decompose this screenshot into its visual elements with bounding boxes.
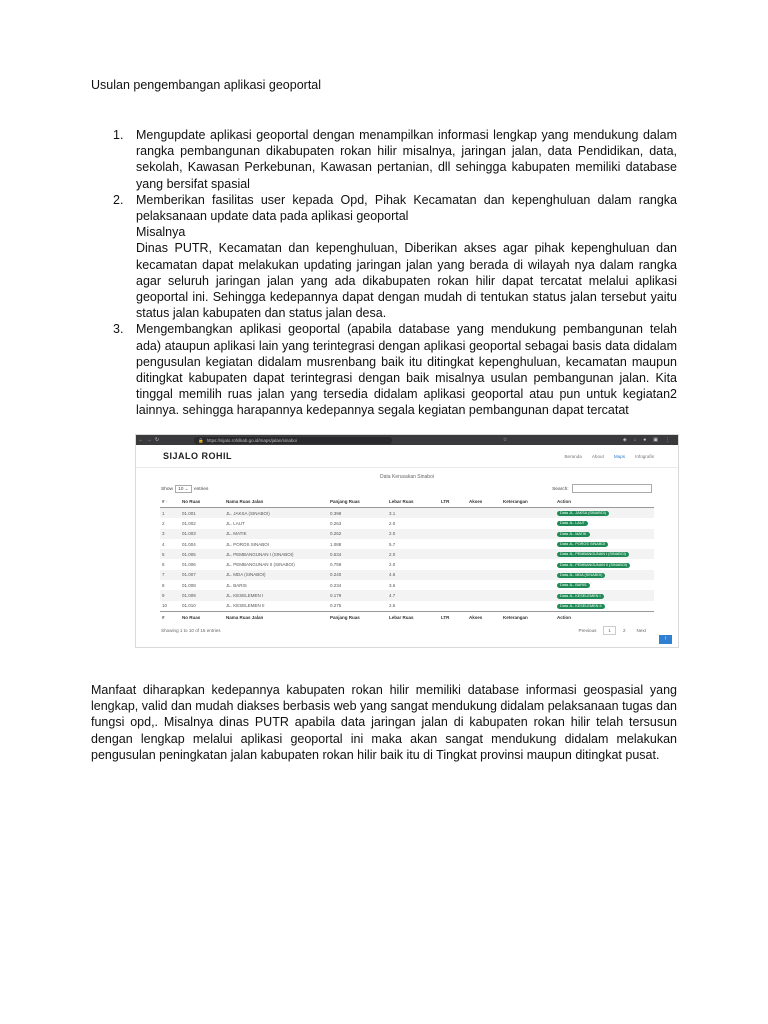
cell-ltr: [439, 590, 467, 600]
column-footer: Keterangan: [501, 611, 555, 623]
cell-row-number: 1: [160, 508, 180, 519]
column-footer: Nama Ruas Jalan: [224, 611, 328, 623]
data-action-badge: Data JL. MDA (SINABOI): [557, 573, 605, 578]
data-action-badge: Data JL. PEMBANGUNAN I (SINABOI): [557, 552, 629, 557]
list-number: 3.: [113, 322, 124, 337]
cell-no-ruas: 01.009: [180, 590, 224, 600]
cell-nama-ruas: JL. POROS SINABOI: [226, 541, 270, 547]
entries-control: [161, 485, 208, 493]
cell-no-ruas: 01.006: [182, 562, 196, 568]
cell-panjang-ruas: 0.240: [328, 570, 387, 580]
cell-nama-ruas: JL. KESELEMEN I: [224, 590, 328, 600]
nav-item-about: About: [591, 453, 604, 459]
shield-icon: ◈: [622, 437, 627, 443]
cell-lebar-ruas: 3.1: [387, 508, 439, 519]
back-to-top-icon: ↑: [659, 635, 672, 644]
cell-panjang-ruas: 0.263: [330, 520, 342, 526]
cell-nama-ruas: JL. MATIK: [224, 529, 328, 539]
table-row: [160, 549, 654, 559]
cell-akses: [467, 549, 501, 559]
column-footer: Akses: [467, 611, 501, 623]
menu-icon: ⋮: [665, 437, 670, 443]
column-footer: Lebar Ruas: [387, 611, 439, 623]
cell-ltr: [439, 559, 467, 569]
cell-akses: [467, 590, 501, 600]
cell-keterangan: [501, 549, 555, 559]
data-action-badge: Data JL. JAKSA (SINABOI): [557, 511, 609, 516]
cell-nama-ruas: JL. MDA (SINABOI): [224, 570, 328, 580]
cell-panjang-ruas: 0.275: [330, 603, 342, 609]
cell-keterangan: [501, 590, 555, 600]
data-table: [160, 496, 654, 623]
cell-no-ruas: 01.005: [180, 549, 224, 559]
table-header-row: [160, 496, 654, 508]
search-label: Search:: [552, 486, 569, 492]
cell-no-ruas: 01.010: [182, 603, 196, 609]
cell-lebar-ruas: 3.6: [389, 582, 396, 588]
cell-lebar-ruas: 4.7: [387, 590, 439, 600]
document-title: Usulan pengembangan aplikasi geoportal: [91, 78, 322, 92]
column-footer: LTR: [439, 611, 467, 623]
column-footer: No Ruas: [180, 611, 224, 623]
cell-akses: [467, 570, 501, 580]
cell-action: [555, 518, 654, 528]
cell-action: [555, 559, 654, 569]
cell-lebar-ruas: 2.5: [389, 603, 396, 609]
cell-akses: [467, 529, 501, 539]
show-label: Show: [161, 486, 173, 492]
cell-ltr: [439, 508, 467, 519]
column-header: Lebar Ruas: [387, 496, 439, 508]
table-row: [160, 529, 654, 539]
entries-label: entries: [193, 486, 209, 492]
cell-action: [555, 539, 654, 549]
cell-ltr: [439, 549, 467, 559]
cell-lebar-ruas: 2.0: [389, 562, 396, 568]
app-header: [136, 445, 678, 468]
nav-item-beranda: Beranda: [564, 453, 582, 459]
cell-keterangan: [501, 539, 555, 549]
cell-lebar-ruas: 2.0: [387, 529, 439, 539]
proposal-list: [91, 127, 677, 419]
cell-akses: [467, 518, 501, 528]
column-header: Action: [555, 496, 654, 508]
list-number: 2.: [113, 192, 124, 207]
list-item: [91, 127, 677, 192]
table-row: [160, 580, 654, 590]
cell-ltr: [439, 580, 467, 590]
bookmark-star-icon: ☆: [502, 437, 508, 443]
closing-paragraph: Manfaat diharapkan kedepannya kabupaten rokan hilir memiliki database informasi geospasial yang lengkap, valid dan mudah diakses berbasis web yang sangat mendukung didalam pelaksanaan tugas dan fungsi opd,. Misalnya dinas PUTR apabila data jaringan jalan di kabupaten rokan hilir telah tersusun dengan lengkap melalui aplikasi geoportal ini maka akan sangat mendukung didalam melakukan pengusulan peningkatan jalan kabupaten rokan hilir baik itu di Tingkat provinsi maupun ditingkat pusat.: [91, 683, 677, 762]
cell-no-ruas: 01.007: [180, 570, 224, 580]
lock-icon: 🔒: [198, 437, 204, 443]
data-action-badge: Data JL. KESELEMEN I: [557, 594, 604, 599]
cell-panjang-ruas: 1.088: [330, 541, 342, 547]
cell-action: [555, 549, 654, 559]
table-footer: [136, 626, 678, 635]
cell-keterangan: [501, 559, 555, 569]
reload-icon: ↻: [154, 437, 160, 443]
cell-action: [555, 590, 654, 600]
cell-no-ruas: 01.001: [180, 508, 224, 519]
data-action-badge: Data JL. KESELEMEN II: [557, 604, 605, 609]
table-footer-row: [160, 611, 654, 623]
nav-item-maps: Maps: [613, 453, 626, 459]
search-control: [552, 484, 652, 493]
pager-previous: Previous: [578, 627, 597, 633]
pagination: [575, 626, 650, 635]
cell-panjang-ruas: 0.398: [328, 508, 387, 519]
cell-row-number: 8: [162, 582, 165, 588]
cell-keterangan: [501, 508, 555, 519]
app-brand: SIJALO ROHIL: [163, 451, 233, 461]
data-action-badge: Data JL. POROS SINABOI: [557, 542, 608, 547]
data-action-badge: Data JL. MATIK: [557, 532, 590, 537]
extensions-icon: ▣: [653, 437, 658, 443]
column-footer: Action: [555, 611, 654, 623]
pager-page-2: 2: [622, 627, 626, 633]
app-nav: [564, 454, 654, 459]
column-header: # ↕: [160, 496, 180, 508]
cell-ltr: [439, 601, 467, 612]
address-bar: [194, 437, 392, 444]
browser-toolbar: [136, 435, 678, 445]
cell-nama-ruas: JL. BARIS: [226, 582, 247, 588]
cell-keterangan: [501, 601, 555, 612]
table-row: [160, 539, 654, 549]
table-row: [160, 570, 654, 580]
cell-nama-ruas: JL. PEMBANGUNAN I (SINABOI): [224, 549, 328, 559]
column-header: No Ruas: [180, 496, 224, 508]
cell-lebar-ruas: 2.0: [389, 520, 396, 526]
table-title: Data Kerusakan Sinaboi: [380, 474, 434, 480]
cell-no-ruas: 01.003: [180, 529, 224, 539]
cell-ltr: [439, 518, 467, 528]
cell-lebar-ruas: 5.7: [389, 541, 396, 547]
cell-action: [555, 601, 654, 612]
table-row: [160, 590, 654, 600]
cell-action: [555, 508, 654, 519]
pager-next: Next: [636, 627, 646, 633]
data-action-badge: Data JL. LAUT: [557, 521, 588, 526]
column-header: Nama Ruas Jalan: [224, 496, 328, 508]
cell-action: [555, 580, 654, 590]
search-input: [572, 484, 652, 493]
column-header: Akses: [467, 496, 501, 508]
cell-row-number: 2: [162, 520, 165, 526]
cell-keterangan: [501, 570, 555, 580]
cell-akses: [467, 580, 501, 590]
list-paragraph: Memberikan fasilitas user kepada Opd, Pihak Kecamatan dan kepenghuluan dalam rangka pelaksanaan update data pada aplikasi geoportal: [136, 192, 677, 224]
table-row: [160, 508, 654, 519]
cell-no-ruas: 01.004: [182, 541, 196, 547]
cell-lebar-ruas: 2.0: [387, 549, 439, 559]
cell-ltr: [439, 570, 467, 580]
cell-nama-ruas: JL. KESELEMEN II: [226, 603, 265, 609]
cell-nama-ruas: JL. PEMBANGUNAN II (SINABOI): [226, 562, 295, 568]
embedded-screenshot: [136, 435, 678, 647]
forward-icon: →: [146, 437, 152, 443]
table-body: [160, 508, 654, 612]
cell-lebar-ruas: 4.6: [387, 570, 439, 580]
cell-row-number: 7: [160, 570, 180, 580]
cell-panjang-ruas: 0.759: [330, 562, 342, 568]
cell-panjang-ruas: 0.534: [328, 549, 387, 559]
list-item: [91, 192, 677, 322]
entries-select-value: 10: [178, 485, 184, 491]
back-icon: ←: [138, 437, 144, 443]
cell-no-ruas: 01.002: [182, 520, 196, 526]
cell-row-number: 4: [162, 541, 165, 547]
cell-keterangan: [501, 518, 555, 528]
list-number: 1.: [113, 128, 124, 142]
cell-action: [555, 570, 654, 580]
cell-row-number: 3: [160, 529, 180, 539]
entries-select: 10 ⌄: [175, 485, 191, 493]
cell-akses: [467, 539, 501, 549]
account-icon: ●: [643, 437, 647, 443]
nav-item-infografis: Infografis: [635, 453, 654, 459]
cell-keterangan: [501, 580, 555, 590]
cell-panjang-ruas: 0.234: [330, 582, 342, 588]
cell-panjang-ruas: 0.179: [328, 590, 387, 600]
table-row: [160, 601, 654, 612]
table-controls: [136, 484, 678, 493]
column-header: Keterangan: [501, 496, 555, 508]
list-paragraph: Misalnya: [136, 225, 186, 240]
cell-nama-ruas: JL. LAUT: [226, 520, 245, 526]
list-item: [91, 321, 677, 418]
cell-akses: [467, 508, 501, 519]
list-paragraph: Mengupdate aplikasi geoportal dengan menampilkan informasi lengkap yang mendukung dalam rangka pembangunan dikabupaten rokan hilir misalnya, jaringan jalan, data Pendidikan, data, sekolah, Kawasan Perkebunan, Kawasan pertanian, dll sehingga kabupaten memiliki database yang bersifat spasial: [136, 128, 677, 191]
data-action-badge: Data JL. PEMBANGUNAN II (SINABOI): [557, 563, 630, 568]
table-row: [160, 518, 654, 528]
column-header: LTR: [439, 496, 467, 508]
download-icon: ↓: [633, 437, 637, 443]
column-footer: Panjang Ruas: [328, 611, 387, 623]
cell-ltr: [439, 529, 467, 539]
cell-action: [555, 529, 654, 539]
pager-page-1: 1: [603, 626, 616, 635]
cell-no-ruas: 01.008: [182, 582, 196, 588]
table-row: [160, 559, 654, 569]
cell-row-number: 10: [162, 603, 168, 609]
cell-nama-ruas: JL. JAKSA (SINABOI): [224, 508, 328, 519]
address-text: https://sijalo.rohilkab.go.id/maps/jalan/sinaboi: [206, 437, 297, 443]
cell-row-number: 9: [160, 590, 180, 600]
column-header: Panjang Ruas: [328, 496, 387, 508]
list-paragraph: Mengembangkan aplikasi geoportal (apabila database yang mendukung pembangunan telah ada) ataupun aplikasi lain yang terintegrasi dengan aplikasi geoportal sebagai basis data didalam pengusulan kegiatan didalam musrenbang baik itu ditingkat kepenghuluan, kecamatan maupun ditingkat kabupaten dapat terintegrasi dengan baik misalnya usulan pembangunan jalan. Kita tinggal memilih ruas jalan yang tersedia didalam aplikasi geoportal atau pun untuk kegiatan2 lainnya. sehingga harapannya kedepannya segala kegiatan pembangunan dapat tercatat: [136, 322, 677, 418]
cell-ltr: [439, 539, 467, 549]
data-action-badge: Data JL. BARIS: [557, 583, 590, 588]
column-footer: #: [160, 611, 180, 623]
table-info: Showing 1 to 10 of 15 entries: [161, 627, 221, 633]
cell-akses: [467, 601, 501, 612]
cell-keterangan: [501, 529, 555, 539]
list-paragraph: Dinas PUTR, Kecamatan dan kepenghuluan, Diberikan akses agar pihak kepenghuluan dan kecamatan dapat melakukan updating jaringan jalan yang berada di wilayah nya dalam rangka agar seluruh jaringan jalan yang ada dikabupaten rokan hilir dapat tercatat melalui aplikasi geoportal ini. Sehingga kedepannya dapat dengan mudah di tentukan status jalan tersebut yaitu status jalan kabupaten dan status jalan desa.: [136, 241, 677, 321]
cell-panjang-ruas: 0.262: [328, 529, 387, 539]
cell-row-number: 6: [162, 562, 165, 568]
cell-akses: [467, 559, 501, 569]
cell-row-number: 5: [160, 549, 180, 559]
